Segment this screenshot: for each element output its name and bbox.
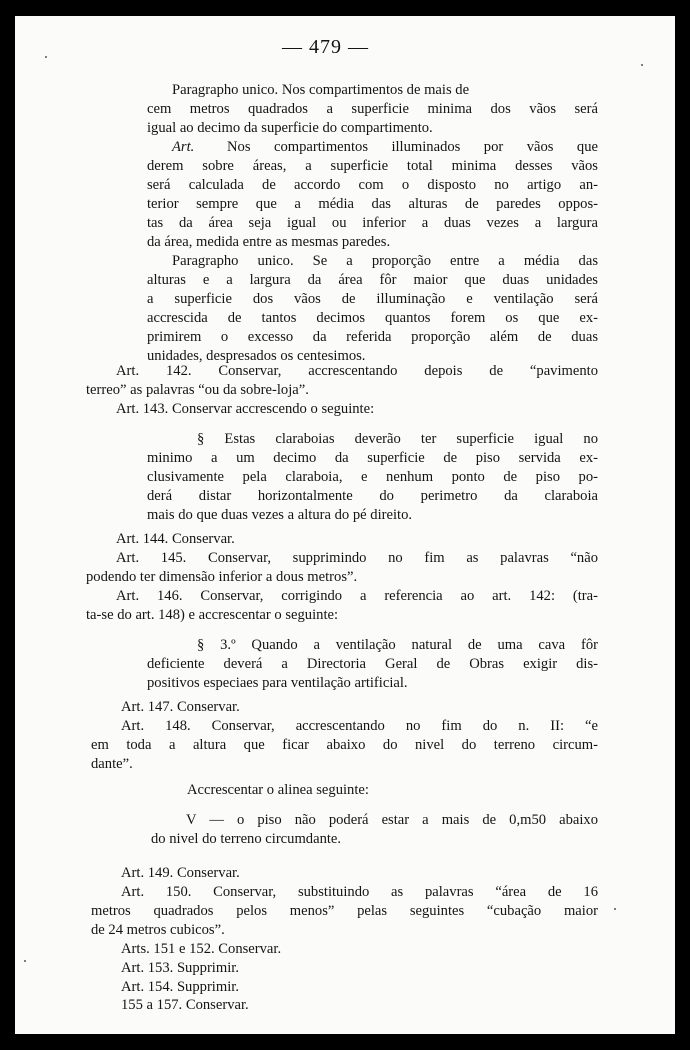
document-page bbox=[15, 16, 675, 1034]
paragraph-line: accrescida de tantos decimos quantos forem os que ex- bbox=[147, 310, 598, 326]
quote-line: mais do que duas vezes a altura do pé direito. bbox=[147, 507, 413, 523]
closing-line: Art. 153. Supprimir. bbox=[121, 960, 239, 976]
quote-line: § 3.º Quando a ventilação natural de uma cava fôr bbox=[197, 637, 598, 653]
quote-line: positivos especiaes para ventilação artificial. bbox=[147, 675, 408, 691]
scan-speck bbox=[45, 56, 47, 58]
closing-line: Arts. 151 e 152. Conservar. bbox=[121, 941, 282, 957]
article-150-cont: de 24 metros cubicos”. bbox=[91, 922, 225, 938]
article-148-cont: em toda a altura que ficar abaixo do nivel do terreno circum- bbox=[91, 737, 598, 753]
article-145-cont: podendo ter dimensão inferior a dous metros”. bbox=[86, 569, 358, 585]
article-146-cont: ta-se do art. 148) e accrescentar o seguinte: bbox=[86, 607, 339, 623]
scan-speck bbox=[24, 960, 26, 962]
paragraph-line: primirem o excesso da referida proporção além de duas bbox=[147, 329, 598, 345]
quote-line: minimo a um decimo da superficie de piso servida ex- bbox=[147, 450, 598, 466]
paragraph-line: cem metros quadrados a superficie minima dos vãos será bbox=[147, 101, 598, 117]
scan-speck bbox=[614, 908, 616, 910]
paragraph-line: terior sempre que a média das alturas de paredes oppos- bbox=[147, 196, 598, 212]
paragraph-line: a superficie dos vãos de illuminação e ventilação será bbox=[147, 291, 598, 307]
paragraph-line: Paragrapho unico. Nos compartimentos de mais de bbox=[172, 82, 470, 98]
article-142-cont: terreo” as palavras “ou da sobre-loja”. bbox=[86, 382, 309, 398]
alinea-v: V — o piso não poderá estar a mais de 0,m50 abaixo bbox=[186, 812, 598, 828]
paragraph-line: alturas e a largura da área fôr maior que duas unidades bbox=[147, 272, 598, 288]
article-147: Art. 147. Conservar. bbox=[121, 699, 240, 715]
article-150-cont: metros quadrados pelos menos” pelas seguintes “cubação maior bbox=[91, 903, 598, 919]
article-label: Art. bbox=[172, 139, 195, 155]
article-143: Art. 143. Conservar accrescendo o seguinte: bbox=[116, 401, 375, 417]
paragraph-line: unidades, despresados os centesimos. bbox=[147, 348, 366, 364]
paragraph-line: Nos compartimentos illuminados por vãos que bbox=[227, 139, 598, 155]
article-148-cont: dante”. bbox=[91, 756, 133, 772]
article-142: Art. 142. Conservar, accrescentando depois de “pavimento bbox=[116, 363, 598, 379]
closing-line: Art. 154. Supprimir. bbox=[121, 979, 239, 995]
article-150: Art. 150. Conservar, substituindo as palavras “área de 16 bbox=[121, 884, 598, 900]
quote-line: § Estas claraboias deverão ter superficie igual no bbox=[197, 431, 598, 447]
alinea-v-cont: do nivel do terreno circumdante. bbox=[151, 831, 342, 847]
accrescentar-line: Accrescentar o alinea seguinte: bbox=[187, 782, 369, 798]
quote-line: derá distar horizontalmente do perimetro da claraboia bbox=[147, 488, 598, 504]
page-number: — 479 — bbox=[282, 36, 369, 58]
article-148: Art. 148. Conservar, accrescentando no fim do n. II: “e bbox=[121, 718, 598, 734]
scan-speck bbox=[641, 64, 643, 66]
paragraph-line: igual ao decimo da superficie do compartimento. bbox=[147, 120, 433, 136]
paragraph-line: tas da área seja igual ou inferior a duas vezes a largura bbox=[147, 215, 598, 231]
paragraph-line: derem sobre áreas, a superficie total minima desses vãos bbox=[147, 158, 598, 174]
article-149: Art. 149. Conservar. bbox=[121, 865, 240, 881]
paragraph-line: será calculada de accordo com o disposto no artigo an- bbox=[147, 177, 598, 193]
quote-line: deficiente deverá a Directoria Geral de Obras exigir dis- bbox=[147, 656, 598, 672]
article-145: Art. 145. Conservar, supprimindo no fim as palavras “não bbox=[116, 550, 598, 566]
paragraph-line: da área, medida entre as mesmas paredes. bbox=[147, 234, 391, 250]
quote-line: clusivamente pela claraboia, e nenhum ponto de piso po- bbox=[147, 469, 598, 485]
article-144: Art. 144. Conservar. bbox=[116, 531, 235, 547]
paragraph-line: Paragrapho unico. Se a proporção entre a média das bbox=[172, 253, 598, 269]
article-146: Art. 146. Conservar, corrigindo a referencia ao art. 142: (tra- bbox=[116, 588, 598, 604]
closing-line: 155 a 157. Conservar. bbox=[121, 997, 249, 1013]
